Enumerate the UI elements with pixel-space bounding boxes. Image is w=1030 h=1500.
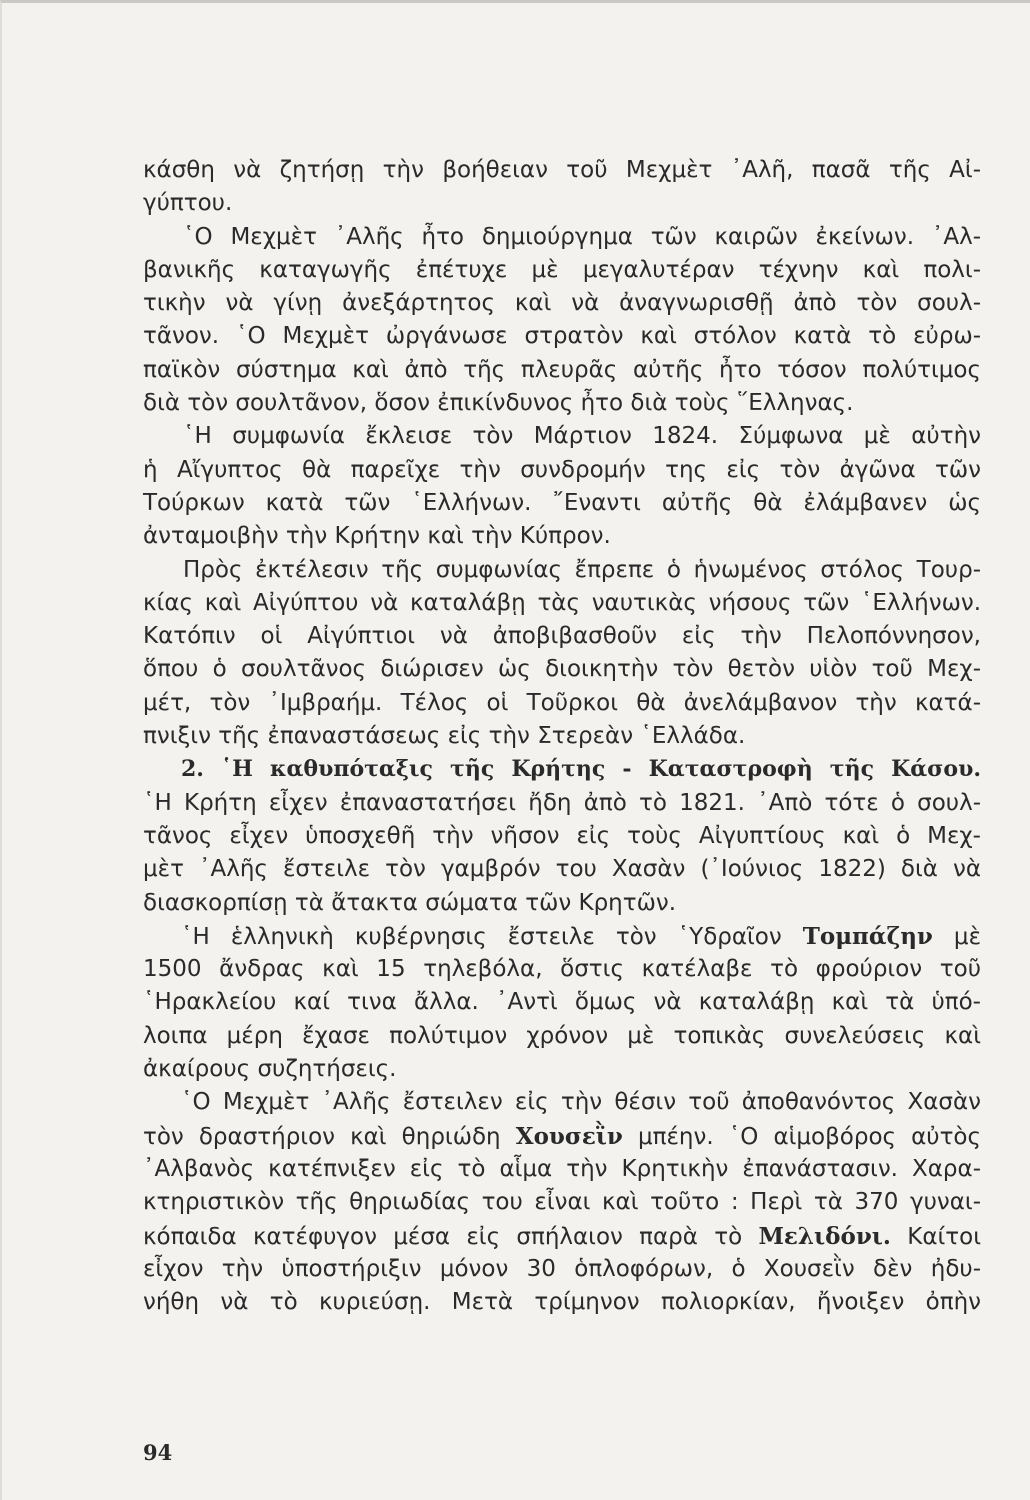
text-line: ἡ Αἴγυπτος θὰ παρεῖχε τὴν συνδρομήν της εἰς τὸν ἀγῶνα τῶν: [143, 456, 981, 483]
section-heading: 2. ῾Η καθυπόταξις τῆς Κρήτης - Καταστροφὴ τῆς Κάσου.: [181, 756, 981, 783]
text-line: Πρὸς ἐκτέλεσιν τῆς συμφωνίας ἔπρεπε ὁ ἡνωμένος στόλος Τουρ-: [183, 556, 981, 583]
text-line: ῾Ο Μεχμὲτ ᾿Αλῆς ἔστειλεν εἰς τὴν θέσιν τοῦ ἀποθανόντος Χασὰν: [181, 1089, 981, 1116]
bold-name: Μελιδόνι.: [758, 1222, 891, 1250]
text-line: ἀκαίρους συζητήσεις.: [143, 1056, 397, 1083]
text-line: παϊκὸν σύστημα καὶ ἀπὸ τῆς πλευρᾶς αὐτῆς ἦτο τόσον πολύτιμος: [143, 356, 981, 383]
text-line: τᾶνος εἶχεν ὑποσχεθῆ τὴν νῆσον εἰς τοὺς Αἰγυπτίους καὶ ὁ Μεχ-: [143, 822, 981, 849]
text-line: βανικῆς καταγωγῆς ἐπέτυχε μὲ μεγαλυτέραν τέχνην καὶ πολι-: [143, 256, 981, 283]
text-line: μέτ, τὸν ᾿Ιμβραήμ. Τέλος οἱ Τοῦρκοι θὰ ἀνελάμβανον τὴν κατά-: [143, 689, 981, 716]
text-line: εἶχον τὴν ὑποστήριξιν μόνον 30 ὁπλοφόρων, ὁ Χουσεῒν δὲν ἠδυ-: [143, 1255, 981, 1282]
text-line: ὅπου ὁ σουλτᾶνος διώρισεν ὡς διοικητὴν τὸν θετὸν υἱὸν τοῦ Μεχ-: [143, 656, 981, 683]
text-line: κάσθη νὰ ζητήσῃ τὴν βοήθειαν τοῦ Μεχμὲτ ᾿Αλῆ, πασᾶ τῆς Αἰ-: [143, 157, 981, 183]
text-line: ῾Ο Μεχμὲτ ᾿Αλῆς ἦτο δημιούργημα τῶν καιρῶν ἐκείνων. ᾿Αλ-: [183, 223, 981, 250]
text-line: τᾶνον. ῾Ο Μεχμὲτ ὠργάνωσε στρατὸν καὶ στόλον κατὰ τὸ εὐρω-: [143, 323, 981, 350]
text-line: ῾Η Κρήτη εἶχεν ἐπαναστατήσει ἤδη ἀπὸ τὸ 1821. ᾿Απὸ τότε ὁ σουλ-: [143, 789, 981, 816]
text-line: ᾿Αλβανὸς κατέπνιξεν εἰς τὸ αἷμα τὴν Κρητικὴν ἐπανάστασιν. Χαρα-: [143, 1155, 981, 1182]
text-line: νήθη νὰ τὸ κυριεύσῃ. Μετὰ τρίμηνον πολιορκίαν, ἤνοιξεν ὀπὴν: [143, 1289, 981, 1316]
text-line: τικὴν νὰ γίνῃ ἀνεξάρτητος καὶ νὰ ἀναγνωρισθῇ ἀπὸ τὸν σουλ-: [143, 290, 981, 317]
page-body: [143, 154, 981, 1319]
text-line: Τούρκων κατὰ τῶν ῾Ελλήνων. ῎Εναντι αὐτῆς θὰ ἐλάμβανεν ὡς: [143, 489, 981, 516]
text-line: μὲτ ᾿Αλῆς ἔστειλε τὸν γαμβρόν του Χασὰν (᾿Ιούνιος 1822) διὰ νὰ: [143, 856, 981, 883]
text-line: λοιπα μέρη ἔχασε πολύτιμον χρόνον μὲ τοπικὰς συνελεύσεις καὶ: [143, 1022, 981, 1049]
text-line: κόπαιδα κατέφυγον μέσα εἰς σπήλαιον παρὰ τὸ Μελιδόνι. Καίτοι: [143, 1222, 981, 1250]
text-line: ἀνταμοιβὴν τὴν Κρήτην καὶ τὴν Κύπρον.: [143, 523, 611, 550]
text-line: ῾Η ἑλληνικὴ κυβέρνησις ἔστειλε τὸν ῾Υδραῖον Τομπάζην μὲ: [181, 922, 981, 950]
text-line: διὰ τὸν σουλτᾶνον, ὅσον ἐπικίνδυνος ἦτο διὰ τοὺς ῞Ελληνας.: [143, 390, 854, 417]
bold-name: Τομπάζην: [802, 922, 933, 950]
text-line: ῾Ηρακλείου καί τινα ἄλλα. ᾿Αντὶ ὅμως νὰ καταλάβῃ καὶ τὰ ὑπό-: [143, 989, 981, 1016]
text-line: κτηριστικὸν τῆς θηριωδίας του εἶναι καὶ τοῦτο : Περὶ τὰ 370 γυναι-: [143, 1189, 981, 1216]
bold-name: Χουσεῒν: [515, 1122, 623, 1150]
text-line: διασκορπίσῃ τὰ ἄτακτα σώματα τῶν Κρητῶν.: [143, 889, 677, 916]
page-number: 94: [143, 1440, 173, 1465]
text-line: ῾Η συμφωνία ἔκλεισε τὸν Μάρτιον 1824. Σύμφωνα μὲ αὐτὴν: [183, 423, 981, 450]
text-line: γύπτου.: [143, 190, 233, 217]
text-line: κίας καὶ Αἰγύπτου νὰ καταλάβῃ τὰς ναυτικὰς νήσους τῶν ῾Ελλήνων.: [143, 589, 981, 616]
text-line: Κατόπιν οἱ Αἰγύπτιοι νὰ ἀποβιβασθοῦν εἰς τὴν Πελοπόννησον,: [143, 623, 981, 650]
text-line: πνιξιν τῆς ἐπαναστάσεως εἰς τὴν Στερεὰν ῾Ελλάδα.: [143, 723, 746, 750]
text-line: 1500 ἄνδρας καὶ 15 τηλεβόλα, ὅστις κατέλαβε τὸ φρούριον τοῦ: [143, 956, 981, 983]
text-line: τὸν δραστήριον καὶ θηριώδη Χουσεῒν μπέην. ῾Ο αἱμοβόρος αὐτὸς: [143, 1122, 981, 1150]
